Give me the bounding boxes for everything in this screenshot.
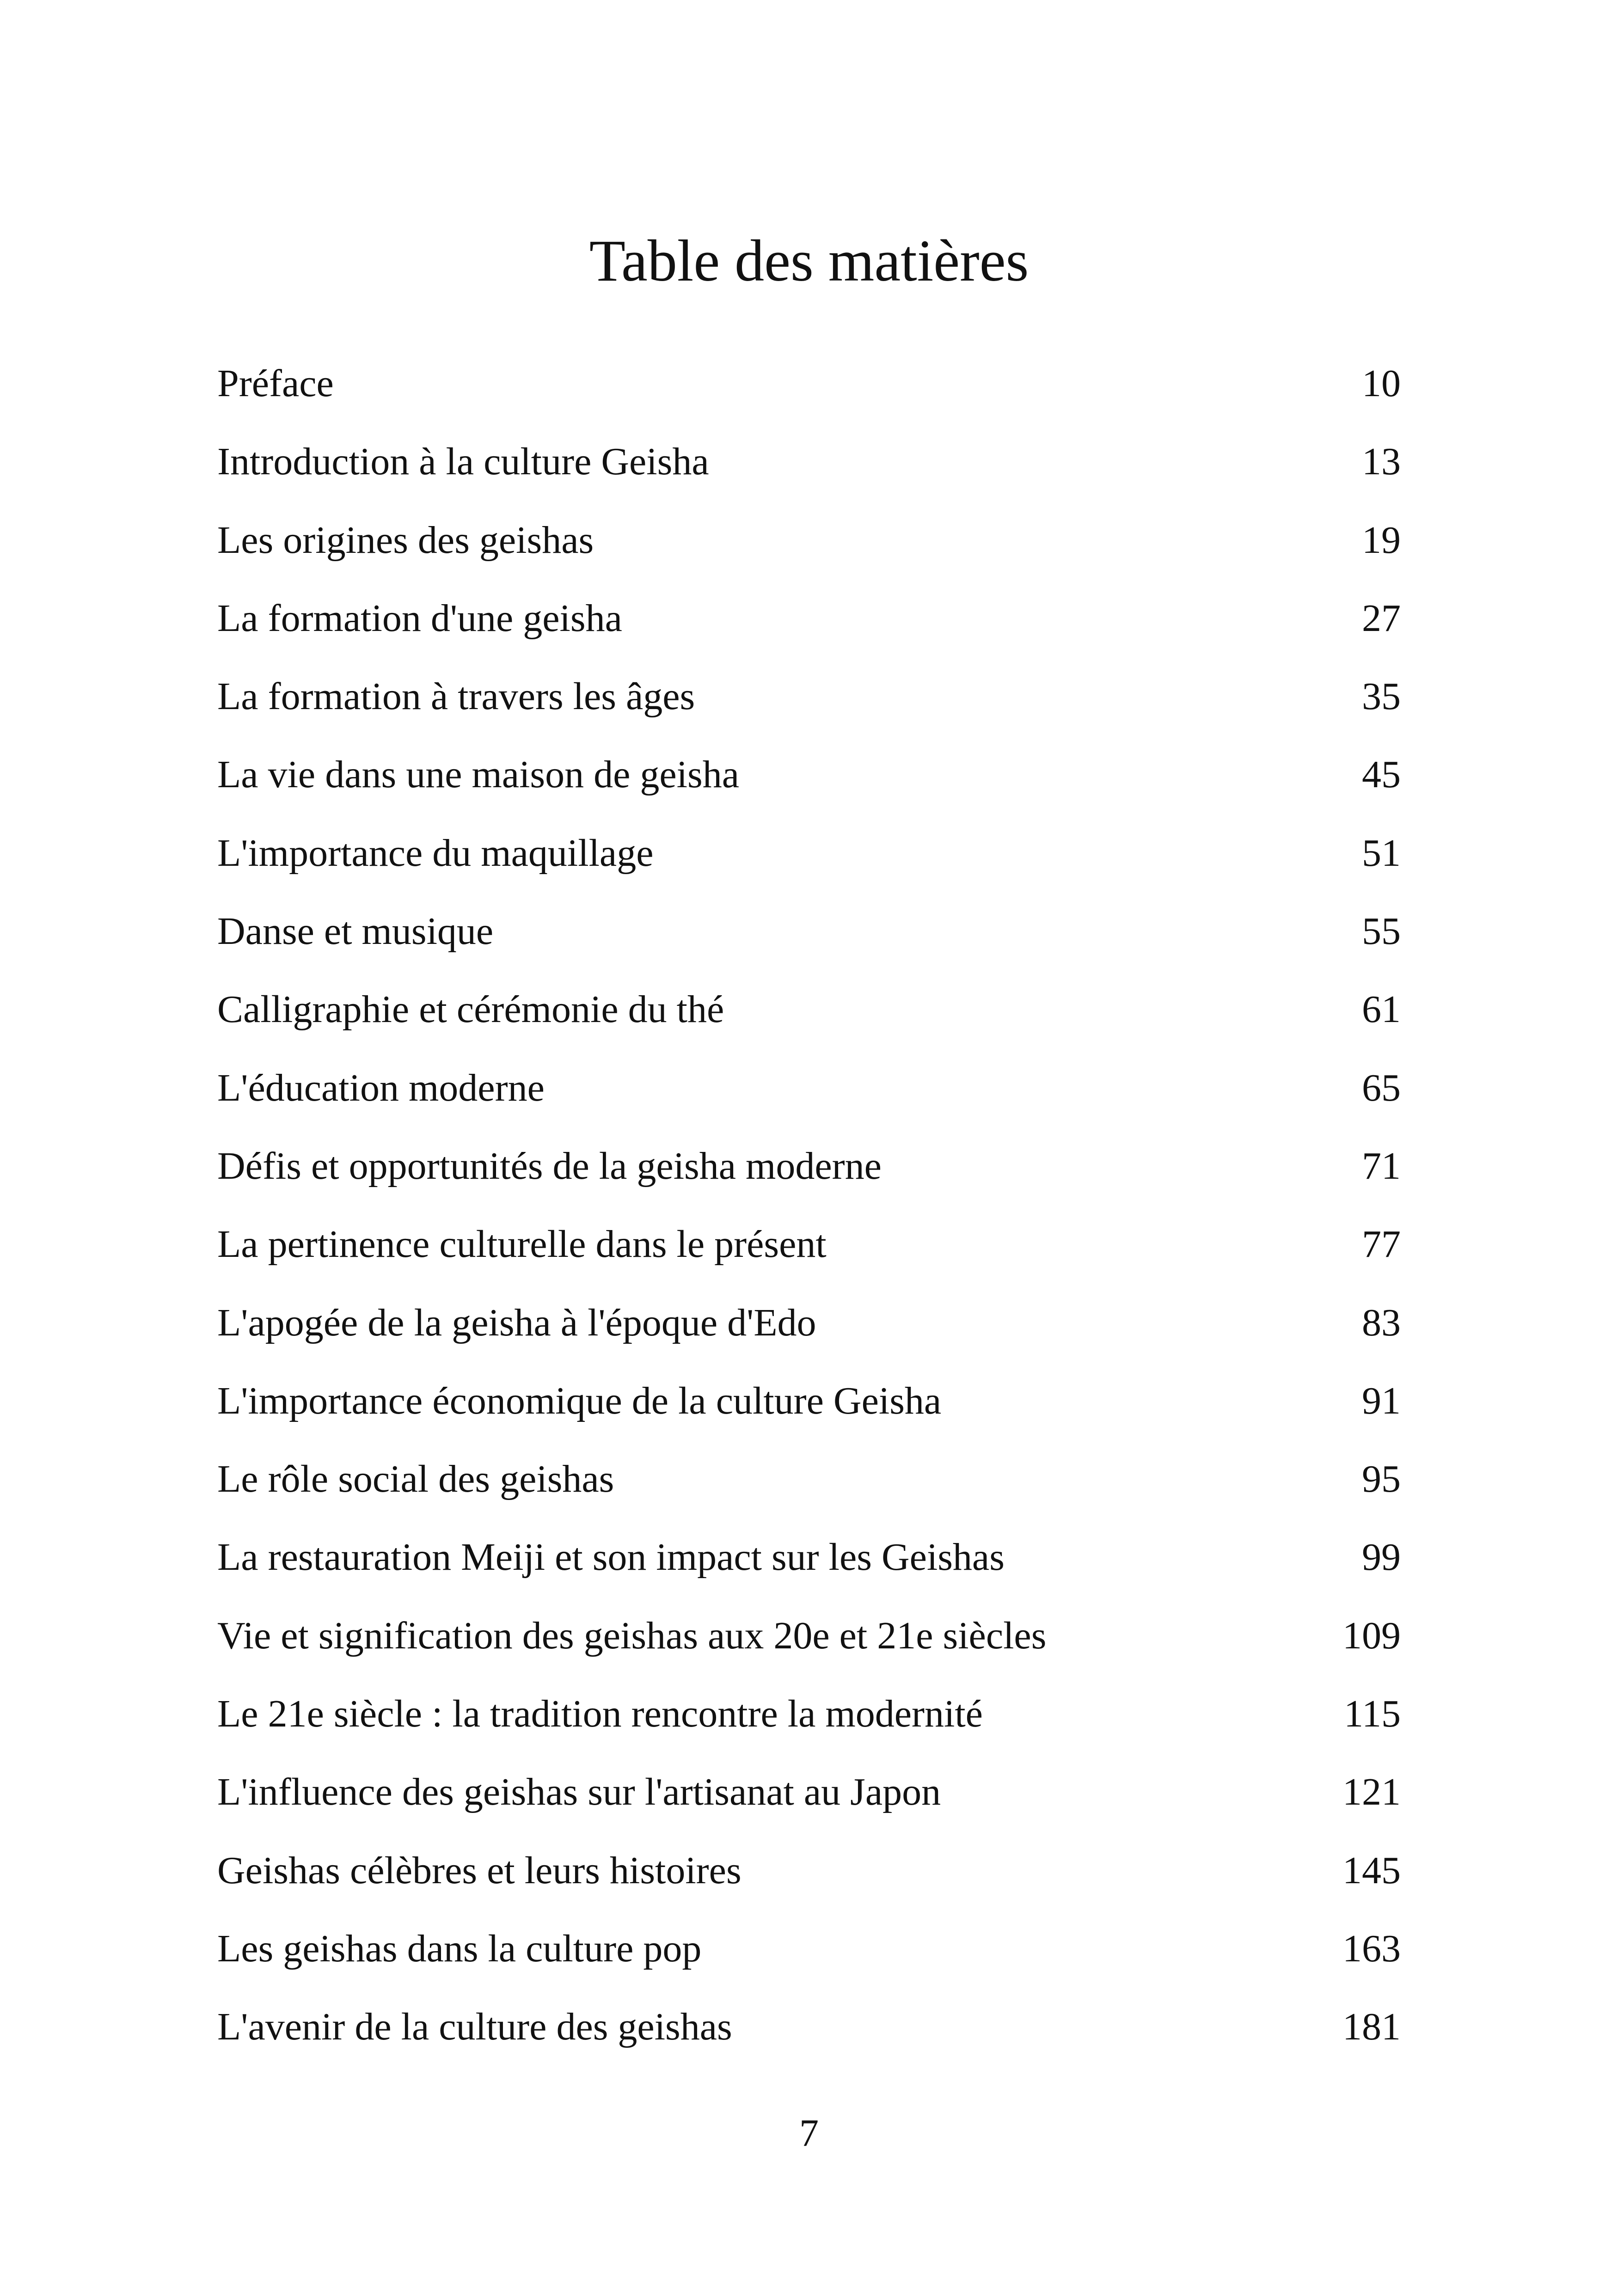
toc-entry-page: 35 [1362,675,1401,718]
toc-entry [217,1691,1401,1769]
toc-entry-title: Les geishas dans la culture pop [217,1927,702,1970]
toc-entry-title: L'avenir de la culture des geishas [217,2005,732,2049]
toc-entry-page: 71 [1362,1144,1401,1188]
toc-entry-title: L'éducation moderne [217,1066,545,1109]
toc-entry-title: Danse et musique [217,910,494,953]
toc-entry-title: L'influence des geishas sur l'artisanat au Japon [217,1770,941,1814]
toc-entry [217,1065,1401,1143]
toc-entry-title: Le 21e siècle : la tradition rencontre la modernité [217,1692,983,1736]
toc-entry-title: L'importance économique de la culture Geisha [217,1379,942,1422]
toc-entry-title: Geishas célèbres et leurs histoires [217,1849,742,1892]
table-of-contents [217,361,1401,2082]
toc-entry-page: 83 [1362,1301,1401,1344]
toc-entry [217,1769,1401,1847]
toc-entry-page: 99 [1362,1536,1401,1579]
toc-entry-page: 27 [1362,596,1401,640]
toc-entry-title: Défis et opportunités de la geisha moderne [217,1144,882,1188]
toc-entry [217,595,1401,673]
toc-entry-page: 13 [1362,440,1401,484]
toc-entry [217,908,1401,986]
toc-entry [217,2004,1401,2082]
toc-entry [217,1221,1401,1299]
toc-entry [217,1143,1401,1221]
toc-entry [217,361,1401,439]
toc-entry-page: 19 [1362,518,1401,562]
toc-entry [217,517,1401,595]
toc-entry [217,1456,1401,1534]
toc-entry-title: Calligraphie et cérémonie du thé [217,988,724,1031]
toc-entry [217,439,1401,517]
toc-entry [217,752,1401,830]
toc-entry [217,673,1401,752]
toc-entry-page: 115 [1344,1692,1401,1736]
toc-entry-title: Préface [217,362,334,405]
toc-entry-page: 55 [1362,910,1401,953]
page-number: 7 [799,2112,819,2155]
toc-entry-title: La formation à travers les âges [217,675,695,718]
toc-entry-title: La formation d'une geisha [217,596,622,640]
toc-entry-title: La pertinence culturelle dans le présent [217,1223,827,1266]
toc-entry-title: L'apogée de la geisha à l'époque d'Edo [217,1301,816,1344]
toc-entry-title: Les origines des geishas [217,518,594,562]
toc-entry [217,830,1401,908]
toc-entry [217,1534,1401,1612]
page-title: Table des matières [589,228,1029,294]
toc-entry-title: Vie et signification des geishas aux 20e et 21e siècles [217,1614,1047,1657]
toc-entry-page: 65 [1362,1066,1401,1109]
toc-entry [217,1613,1401,1691]
toc-entry [217,986,1401,1065]
toc-entry-page: 61 [1362,988,1401,1031]
toc-entry-page: 109 [1342,1614,1401,1657]
toc-entry-page: 95 [1362,1457,1401,1501]
toc-entry-page: 91 [1362,1379,1401,1422]
toc-entry-page: 181 [1342,2005,1401,2049]
toc-entry [217,1378,1401,1456]
toc-entry-page: 145 [1342,1849,1401,1892]
toc-entry-page: 51 [1362,831,1401,875]
toc-entry-page: 163 [1342,1927,1401,1970]
toc-entry [217,1300,1401,1378]
toc-entry-page: 121 [1342,1770,1401,1814]
toc-entry-title: Le rôle social des geishas [217,1457,614,1501]
toc-entry-page: 77 [1362,1223,1401,1266]
toc-entry-title: L'importance du maquillage [217,831,654,875]
toc-entry-page: 10 [1362,362,1401,405]
toc-entry [217,1848,1401,1926]
toc-entry-title: La vie dans une maison de geisha [217,753,739,796]
toc-entry-title: Introduction à la culture Geisha [217,440,709,484]
toc-entry-page: 45 [1362,753,1401,796]
toc-entry [217,1926,1401,2004]
toc-entry-title: La restauration Meiji et son impact sur les Geishas [217,1536,1005,1579]
